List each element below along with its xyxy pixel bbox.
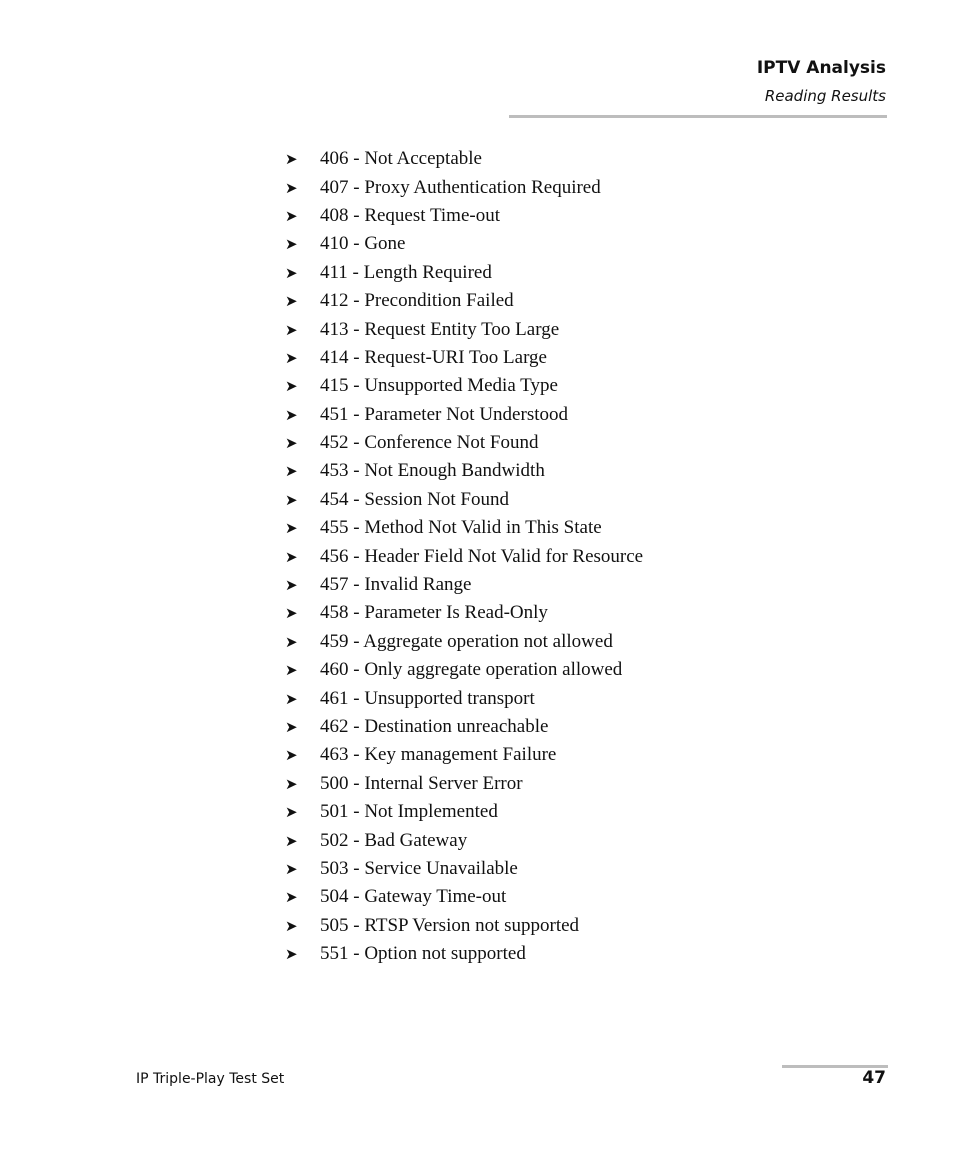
list-item [285, 741, 643, 769]
status-code-text: 455 - Method Not Valid in This State [320, 517, 602, 539]
status-code-text: 412 - Precondition Failed [320, 290, 514, 312]
list-item [285, 855, 643, 883]
arrow-bullet-icon: ➤ [285, 150, 298, 169]
list-item [285, 372, 643, 400]
list-item [285, 542, 643, 570]
arrow-bullet-icon: ➤ [285, 859, 298, 878]
footer-product-name: IP Triple-Play Test Set [136, 1071, 285, 1087]
arrow-bullet-icon: ➤ [285, 576, 298, 595]
list-item [285, 571, 643, 599]
arrow-bullet-icon: ➤ [285, 831, 298, 850]
status-code-text: 408 - Request Time-out [320, 204, 500, 226]
arrow-bullet-icon: ➤ [285, 916, 298, 935]
status-code-text: 414 - Request-URI Too Large [320, 346, 547, 368]
list-item [285, 826, 643, 854]
arrow-bullet-icon: ➤ [285, 434, 298, 453]
list-item [285, 628, 643, 656]
status-code-text: 501 - Not Implemented [320, 801, 498, 823]
arrow-bullet-icon: ➤ [285, 718, 298, 736]
status-code-text: 453 - Not Enough Bandwidth [320, 460, 545, 482]
arrow-bullet-icon: ➤ [285, 348, 298, 367]
list-item [285, 315, 643, 343]
status-code-text: 551 - Option not supported [320, 943, 526, 965]
status-code-text: 503 - Service Unavailable [320, 857, 518, 879]
status-code-text: 410 - Gone [320, 233, 406, 255]
status-code-text: 454 - Session Not Found [320, 488, 509, 510]
list-item [285, 713, 643, 741]
list-item [285, 514, 643, 542]
status-code-text: 413 - Request Entity Too Large [320, 318, 560, 340]
arrow-bullet-icon: ➤ [285, 547, 298, 566]
list-item [285, 457, 643, 485]
list-item [285, 486, 643, 514]
list-item [285, 202, 643, 230]
status-code-text: 505 - RTSP Version not supported [320, 914, 580, 936]
arrow-bullet-icon: ➤ [285, 320, 298, 339]
list-item [285, 798, 643, 826]
list-item [285, 770, 643, 798]
status-code-text: 457 - Invalid Range [320, 574, 472, 596]
status-code-text: 407 - Proxy Authentication Required [320, 176, 601, 198]
arrow-bullet-icon: ➤ [285, 263, 298, 282]
arrow-bullet-icon: ➤ [285, 235, 298, 254]
list-item [285, 656, 643, 684]
status-code-text: 458 - Parameter Is Read-Only [320, 602, 548, 624]
arrow-bullet-icon: ➤ [285, 490, 298, 509]
status-code-text: 451 - Parameter Not Understood [320, 403, 568, 425]
arrow-bullet-icon: ➤ [285, 519, 298, 538]
page-header [757, 56, 886, 108]
arrow-bullet-icon: ➤ [285, 632, 298, 651]
list-item [285, 912, 643, 940]
list-item [285, 259, 643, 287]
header-divider [509, 115, 887, 118]
arrow-bullet-icon: ➤ [285, 405, 298, 424]
status-code-text: 502 - Bad Gateway [320, 829, 468, 851]
arrow-bullet-icon: ➤ [285, 746, 298, 765]
status-code-text: 460 - Only aggregate operation allowed [320, 659, 623, 681]
status-code-text: 456 - Header Field Not Valid for Resource [320, 545, 644, 567]
status-code-text: 452 - Conference Not Found [320, 432, 539, 454]
arrow-bullet-icon: ➤ [285, 661, 298, 680]
section-title: IPTV Analysis [756, 58, 886, 78]
status-code-text: 461 - Unsupported transport [320, 687, 535, 709]
status-code-text: 411 - Length Required [320, 261, 492, 283]
list-item [285, 344, 643, 372]
list-item [285, 429, 643, 457]
status-code-text: 415 - Unsupported Media Type [320, 375, 558, 397]
status-code-text: 406 - Not Acceptable [320, 148, 482, 170]
list-item [285, 145, 643, 173]
list-item [285, 684, 643, 712]
status-code-text: 500 - Internal Server Error [320, 772, 523, 794]
status-code-text: 459 - Aggregate operation not allowed [320, 630, 613, 652]
arrow-bullet-icon: ➤ [285, 803, 298, 822]
arrow-bullet-icon: ➤ [285, 462, 298, 481]
arrow-bullet-icon: ➤ [285, 774, 298, 793]
list-item [285, 401, 643, 429]
section-subtitle: Reading Results [764, 87, 886, 105]
list-item [285, 287, 643, 315]
status-code-list [285, 145, 643, 968]
arrow-bullet-icon: ➤ [285, 604, 298, 623]
list-item [285, 883, 643, 911]
arrow-bullet-icon: ➤ [285, 377, 298, 396]
list-item [285, 599, 643, 627]
list-item [285, 173, 643, 201]
status-code-text: 504 - Gateway Time-out [320, 886, 507, 908]
arrow-bullet-icon: ➤ [285, 206, 298, 225]
arrow-bullet-icon: ➤ [285, 178, 298, 197]
arrow-bullet-icon: ➤ [285, 689, 298, 708]
list-item [285, 940, 643, 968]
status-code-text: 462 - Destination unreachable [320, 716, 549, 737]
page-number: 47 [862, 1068, 886, 1088]
list-item [285, 230, 643, 258]
arrow-bullet-icon: ➤ [285, 888, 298, 907]
arrow-bullet-icon: ➤ [285, 945, 298, 964]
status-code-text: 463 - Key management Failure [320, 744, 557, 766]
arrow-bullet-icon: ➤ [285, 292, 298, 311]
